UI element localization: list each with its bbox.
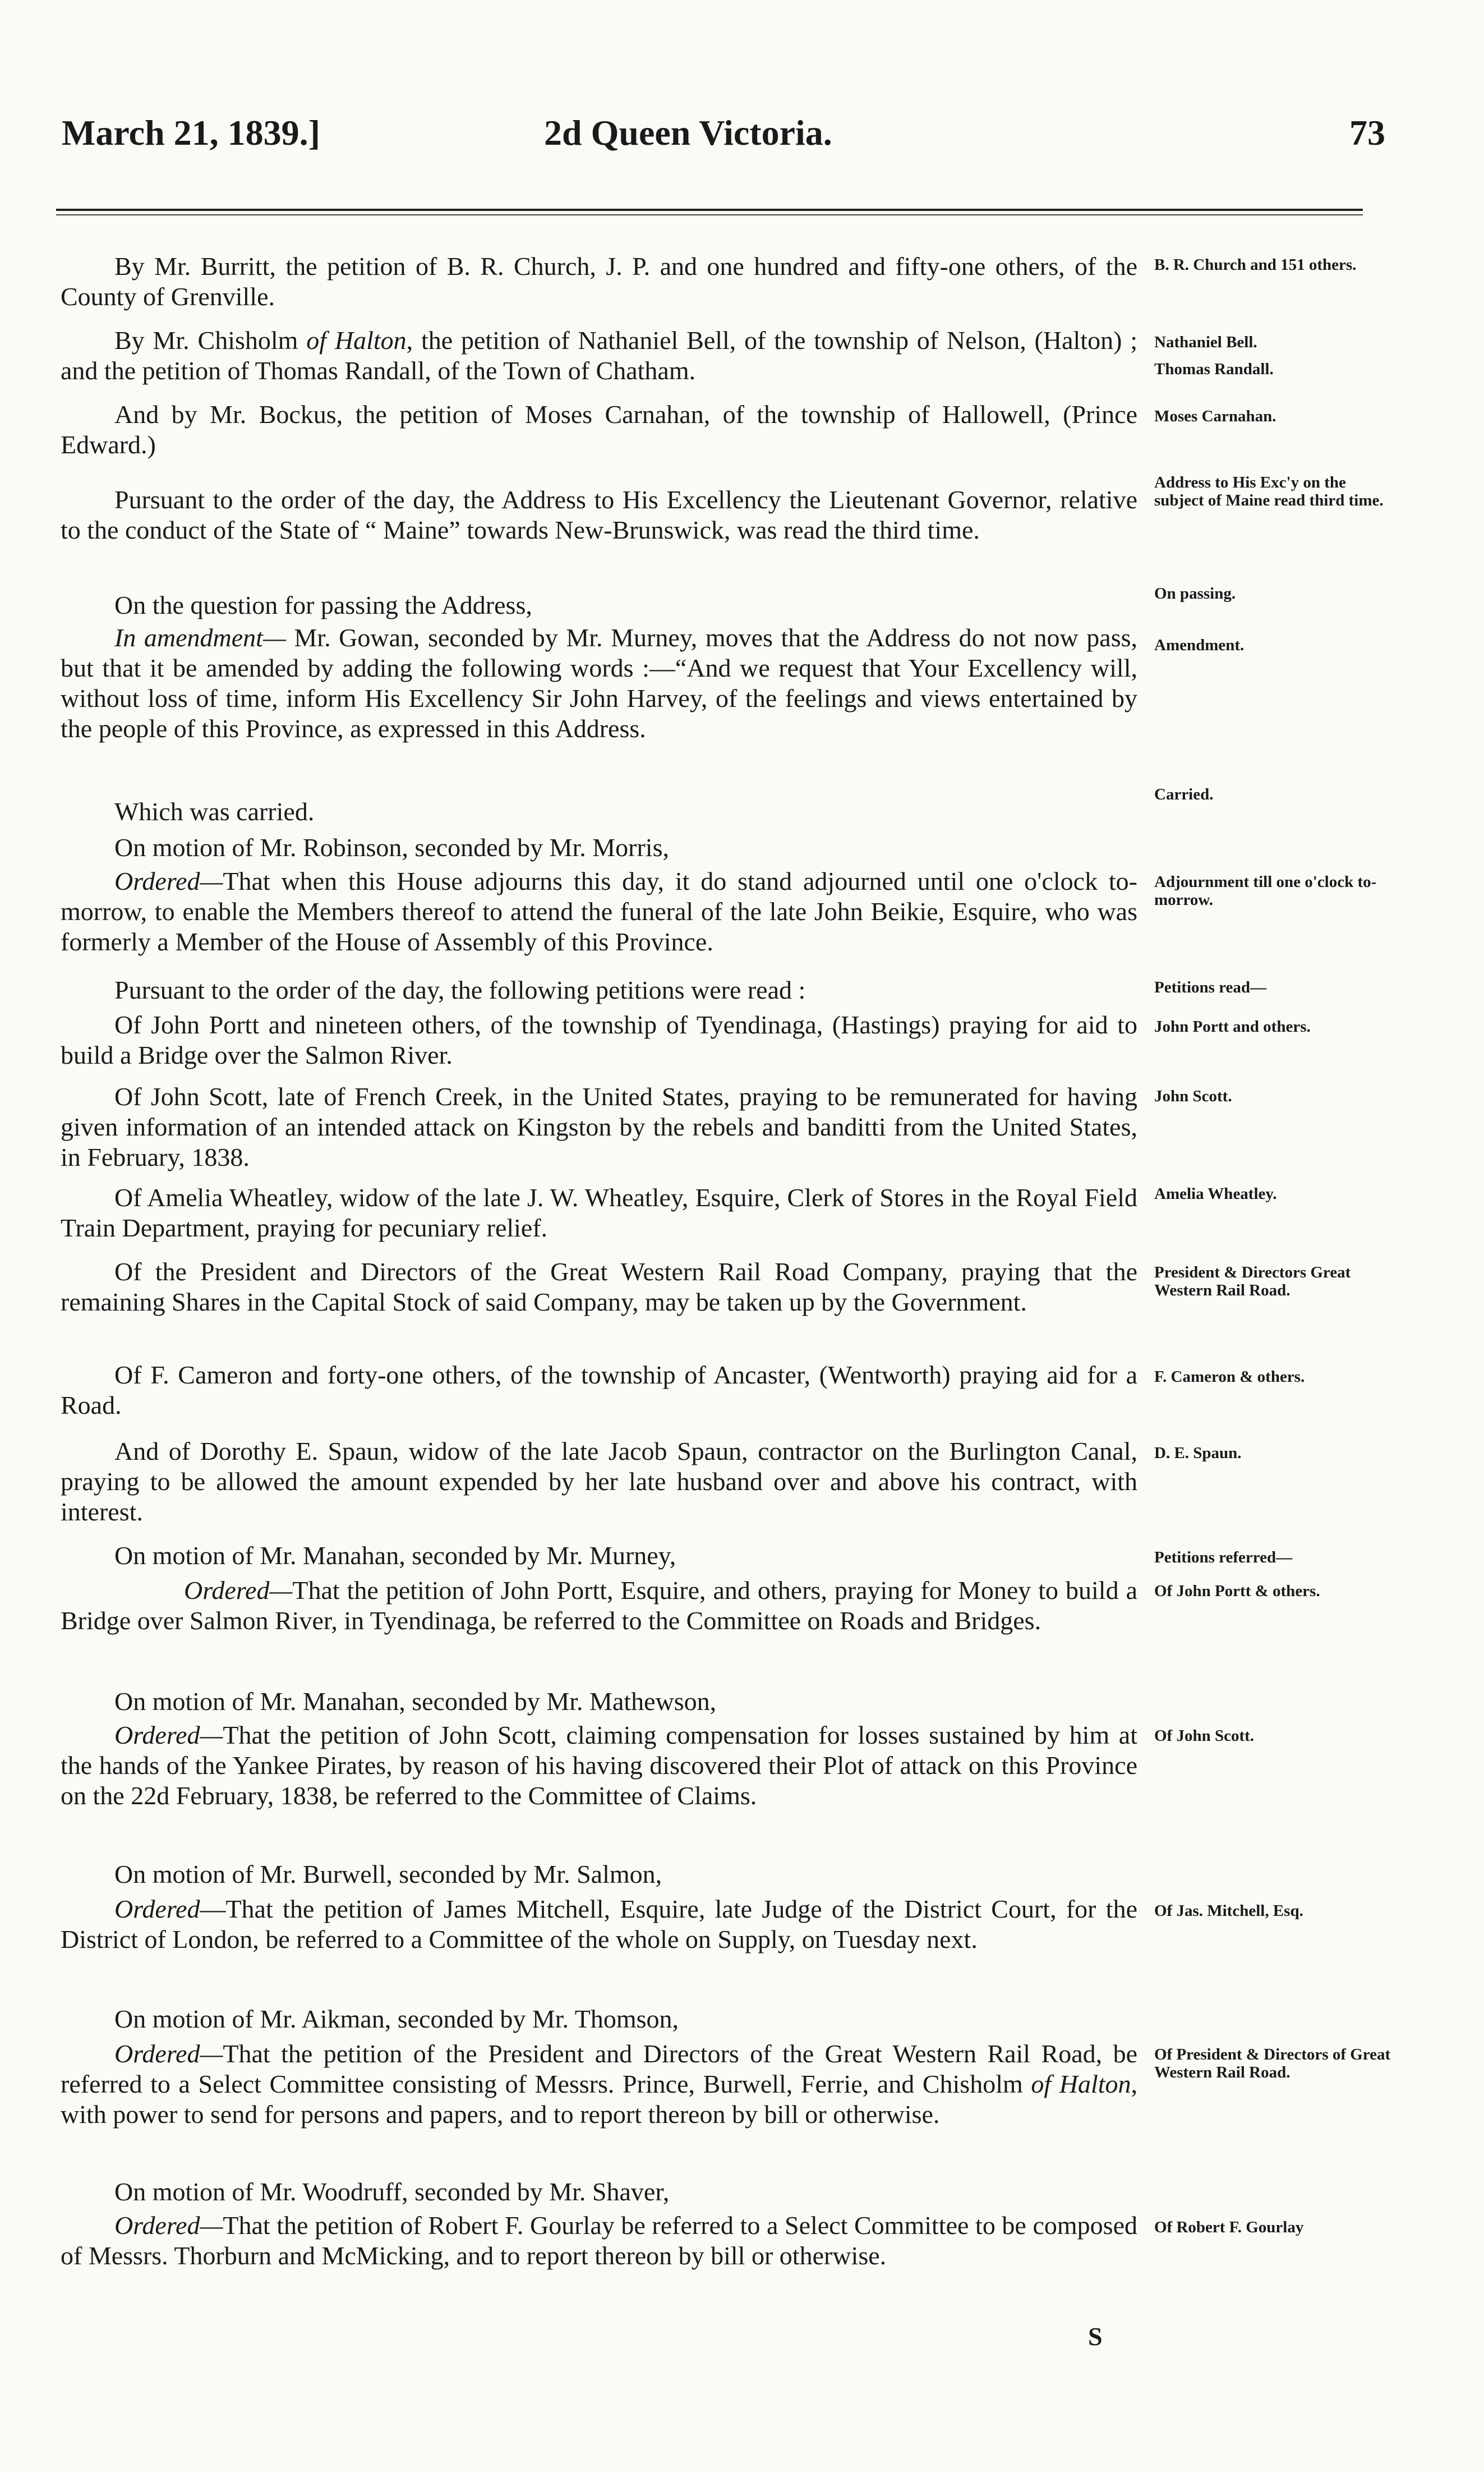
paragraph-text: Of the President and Directors of the Great Western Rail Road Company, praying that the remaining Shares in the Capital Stock of said Company, may be taken up by the Government. <box>61 1257 1137 1316</box>
paragraph-text: Ordered—That when this House adjourns this day, it do stand adjourned until one o'clock to-morrow, to enable the Members thereof to attend the funeral of the late John Beikie, Esquire, who was formerly a Member of the House of Assembly of this Province. <box>61 867 1137 956</box>
margin-note: Thomas Randall. <box>1154 360 1274 378</box>
paragraph-text: On motion of Mr. Burwell, seconded by Mr. Salmon, <box>114 1860 662 1888</box>
paragraph-text: Of Amelia Wheatley, widow of the late J. W. Wheatley, Esquire, Clerk of Stores in the Royal Field Train Department, praying for pecuniary relief. <box>61 1183 1137 1242</box>
signature-mark: S <box>1088 2322 1103 2351</box>
paragraph-text: Pursuant to the order of the day, the following petitions were read : <box>114 976 806 1004</box>
margin-note: John Scott. <box>1154 1087 1232 1105</box>
paragraph-text: On motion of Mr. Woodruff, seconded by Mr. Shaver, <box>114 2177 670 2206</box>
margin-note: President & Directors Great Western Rail Road. <box>1154 1263 1351 1299</box>
paragraph-text: Ordered—That the petition of John Scott, claiming compensation for losses sustained by him at the hands of the Yankee Pirates, by reason of his having discovered their Plot of attack on this Province on the 22d February, 1838, be referred to the Committee of Claims. <box>61 1721 1137 1810</box>
header-rule-thin <box>56 214 1363 215</box>
paragraph-text: Ordered—That the petition of the President and Directors of the Great Western Rail Road, be referred to a Select Committee consisting of Messrs. Prince, Burwell, Ferrie, and Chisholm of Halton, with power to send for persons and papers, and to report thereon by bill or otherwise. <box>61 2039 1138 2129</box>
paragraph-text: On the question for passing the Address, <box>114 591 532 619</box>
page-header <box>62 112 1385 168</box>
margin-note: Of President & Directors of Great Western Rail Road. <box>1154 2045 1391 2081</box>
header-date: March 21, 1839.] <box>62 113 320 153</box>
margin-note: Adjournment till one o'clock to-morrow. <box>1154 873 1377 909</box>
margin-note: On passing. <box>1154 585 1236 603</box>
paragraph-text: Of F. Cameron and forty-one others, of the township of Ancaster, (Wentworth) praying aid for a Road. <box>61 1360 1137 1419</box>
paragraph-text: In amendment— Mr. Gowan, seconded by Mr. Murney, moves that the Address do not now pass, but that it be amended by adding the following words :—“And we request that Your Excellency will, without loss of time, inform His Excellency Sir John Harvey, of the feelings and views entertained by the people of this Province, as expressed in this Address. <box>61 623 1137 743</box>
page-number: 73 <box>1349 113 1385 153</box>
paragraph-text: On motion of Mr. Aikman, seconded by Mr. Thomson, <box>114 2005 679 2033</box>
margin-note: Of John Portt & others. <box>1154 1582 1320 1600</box>
paragraph-text: And of Dorothy E. Spaun, widow of the late Jacob Spaun, contractor on the Burlington Canal, praying to be allowed the amount expended by her late husband over and above his contract, with interest. <box>61 1437 1137 1526</box>
paragraph-text: On motion of Mr. Manahan, seconded by Mr. Murney, <box>114 1541 676 1570</box>
margin-note: Amelia Wheatley. <box>1154 1185 1277 1203</box>
margin-note: Nathaniel Bell. <box>1154 333 1257 351</box>
paragraph-text: Of John Portt and nineteen others, of the township of Tyendinaga, (Hastings) praying for aid to build a Bridge over the Salmon River. <box>61 1010 1137 1069</box>
paragraph-text: Ordered—That the petition of Robert F. Gourlay be referred to a Select Committee to be composed of Messrs. Thorburn and McMicking, and to report thereon by bill or otherwise. <box>61 2211 1137 2270</box>
margin-note: Carried. <box>1154 785 1214 803</box>
paragraph-text: On motion of Mr. Robinson, seconded by Mr. Morris, <box>114 833 669 862</box>
margin-note: Of John Scott. <box>1154 1727 1255 1745</box>
paragraph-text: And by Mr. Bockus, the petition of Moses Carnahan, of the township of Hallowell, (Prince Edward.) <box>61 400 1137 459</box>
paragraph-text: Ordered—That the petition of John Portt, Esquire, and others, praying for Money to build a Bridge over Salmon River, in Tyendinaga, be referred to the Committee on Roads and Bridges. <box>61 1576 1137 1635</box>
header-rule <box>56 209 1363 211</box>
margin-note: John Portt and others. <box>1154 1018 1311 1036</box>
paragraph-text: On motion of Mr. Manahan, seconded by Mr. Mathewson, <box>114 1687 717 1716</box>
margin-note: Of Robert F. Gourlay <box>1154 2218 1304 2236</box>
paragraph-text: Which was carried. <box>114 797 315 826</box>
paragraph-text: Ordered—That the petition of James Mitchell, Esquire, late Judge of the District Court, for the District of London, be referred to a Committee of the whole on Supply, on Tuesday next. <box>61 1895 1137 1953</box>
header-title: 2d Queen Victoria. <box>544 113 832 153</box>
margin-note: Moses Carnahan. <box>1154 407 1276 425</box>
margin-note: B. R. Church and 151 others. <box>1154 256 1357 274</box>
paragraph-text: Of John Scott, late of French Creek, in the United States, praying to be remunerated for having given information of an intended attack on Kingston by the rebels and banditti from the United States, in February, 1838. <box>61 1082 1137 1171</box>
paragraph-text: By Mr. Chisholm of Halton, the petition of Nathaniel Bell, of the township of Nelson, (Halton) ; and the petition of Thomas Randall, of the Town of Chatham. <box>61 326 1137 385</box>
margin-note: D. E. Spaun. <box>1154 1444 1242 1462</box>
margin-note: Petitions referred— <box>1154 1548 1293 1566</box>
margin-note: Petitions read— <box>1154 978 1267 996</box>
paragraph-text: By Mr. Burritt, the petition of B. R. Church, J. P. and one hundred and fifty-one others, of the County of Grenville. <box>61 252 1137 311</box>
margin-note: F. Cameron & others. <box>1154 1368 1305 1386</box>
margin-note: Of Jas. Mitchell, Esq. <box>1154 1902 1303 1920</box>
paragraph-text: Pursuant to the order of the day, the Address to His Excellency the Lieutenant Governor, relative to the conduct of the State of “ Maine” towards New-Brunswick, was read the third time. <box>61 485 1137 544</box>
margin-note: Amendment. <box>1154 636 1245 654</box>
margin-note: Address to His Exc'y on the subject of Maine read third time. <box>1154 474 1384 509</box>
